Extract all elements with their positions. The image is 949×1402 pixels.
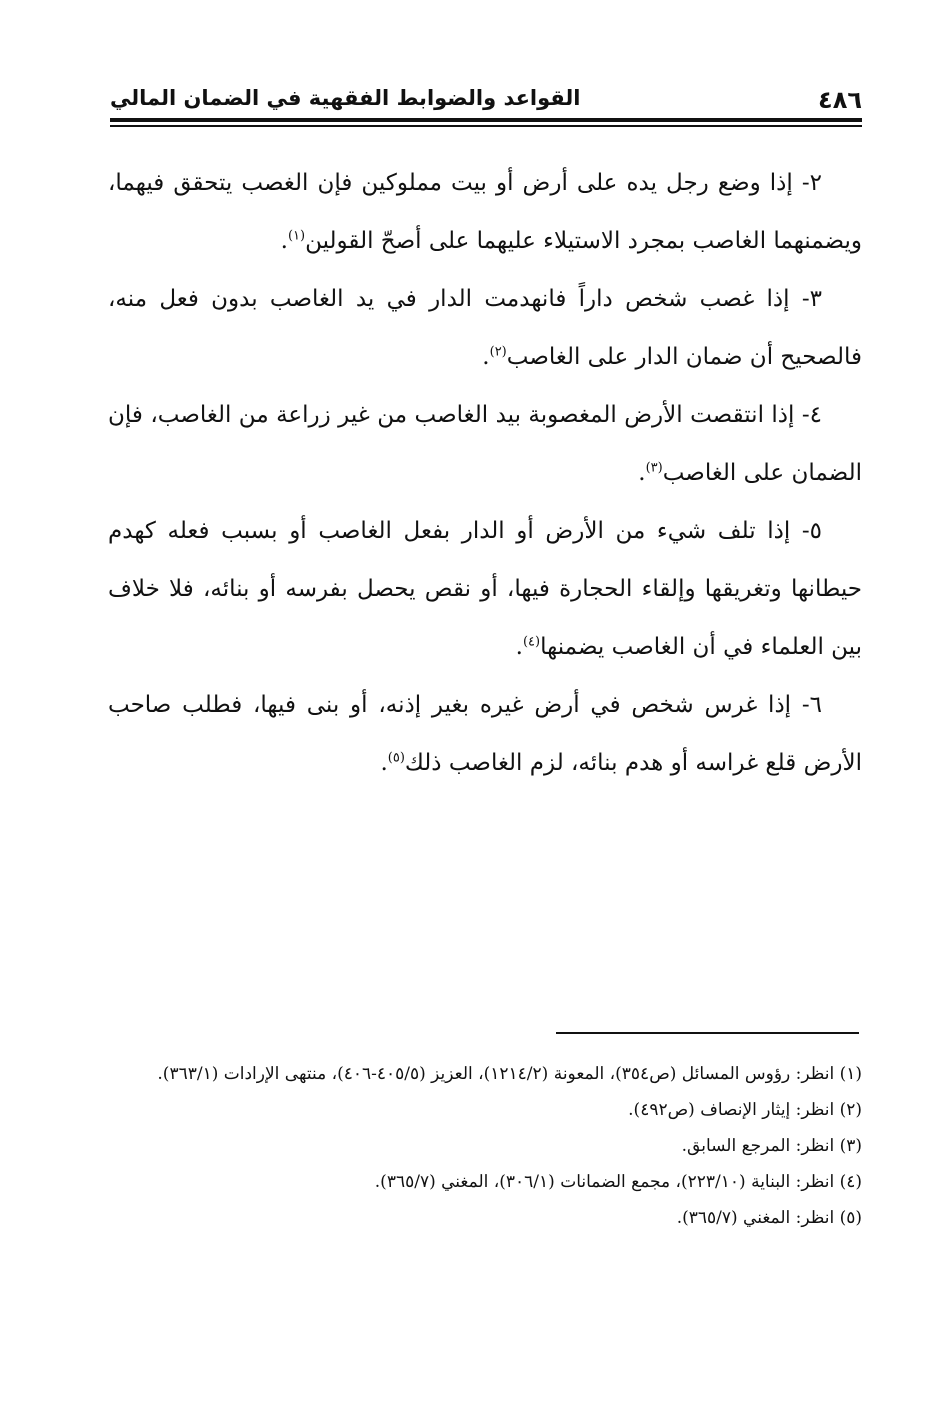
footnote-marker: (٥): [387, 750, 405, 766]
footnote-marker: (٤): [522, 634, 541, 650]
paragraph-3: [108, 270, 862, 386]
running-head: [110, 82, 862, 118]
paragraph-text: ٣- إذا غصب شخص داراً فانهدمت الدار في يد الغاصب بدون فعل منه، فالصحيح أن ضمان الدار على الغاصب: [108, 286, 862, 370]
footnote-marker: (١): [287, 228, 306, 244]
header-rule-thick: [110, 118, 862, 122]
paragraph-text: ٢- إذا وضع رجل يده على أرض أو بيت مملوكين فإن الغصب يتحقق فيهما، ويضمنهما الغاصب بمجرد الاستيلاء عليهما على أصحّ القولين: [108, 170, 862, 254]
body-text: [108, 154, 862, 792]
footnote-marker: (٣): [645, 460, 663, 476]
footnote-3: (٣) انظر: المرجع السابق.: [681, 1136, 862, 1156]
paragraph-text: ٦- إذا غرس شخص في أرض غيره بغير إذنه، أو بنى فيها، فطلب صاحب الأرض قلع غراسه أو هدم بنائه، لزم الغاصب ذلك: [108, 692, 862, 776]
footnote-5: (٥) انظر: المغني (٣٦٥/٧).: [676, 1208, 862, 1228]
paragraph-end: .: [515, 634, 523, 660]
paragraph-end: .: [280, 228, 288, 254]
paragraph-end: .: [482, 344, 490, 370]
footnote-marker: (٢): [489, 344, 507, 360]
footnote-4: (٤) انظر: البناية (٢٢٣/١٠)، مجمع الضمانات (٣٠٦/١)، المغني (٣٦٥/٧).: [374, 1172, 862, 1192]
paragraph-6: [108, 676, 862, 792]
paragraph-2: [108, 154, 862, 270]
paragraph-text: ٥- إذا تلف شيء من الأرض أو الدار بفعل الغاصب أو بسبب فعله كهدم حيطانها وتغريقها وإلقاء الحجارة فيها، أو نقص يحصل بفرسه أو بنائه، فلا خلاف بين العلماء في أن الغاصب يضمنها: [108, 518, 862, 660]
paragraph-text: ٤- إذا انتقصت الأرض المغصوبة بيد الغاصب من غير زراعة من الغاصب، فإن الضمان على الغاصب: [108, 402, 862, 486]
paragraph-5: [108, 502, 862, 676]
page-number: ٤٨٦: [818, 86, 862, 114]
running-title: القواعد والضوابط الفقهية في الضمان المالي: [110, 86, 581, 110]
footnote-separator: [556, 1032, 859, 1034]
header-rule-thin: [110, 125, 862, 127]
paragraph-end: .: [638, 460, 646, 486]
paragraph-4: [108, 386, 862, 502]
footnote-1: (١) انظر: رؤوس المسائل (ص٣٥٤)، المعونة (١٢١٤/٢)، العزيز (٤٠٥/٥-٤٠٦)، منتهى الإرادات (٣٦٣/١).: [157, 1064, 862, 1084]
footnotes: [108, 1056, 862, 1236]
footnote-2: (٢) انظر: إيثار الإنصاف (ص٤٩٢).: [628, 1100, 862, 1120]
paragraph-end: .: [380, 750, 388, 776]
